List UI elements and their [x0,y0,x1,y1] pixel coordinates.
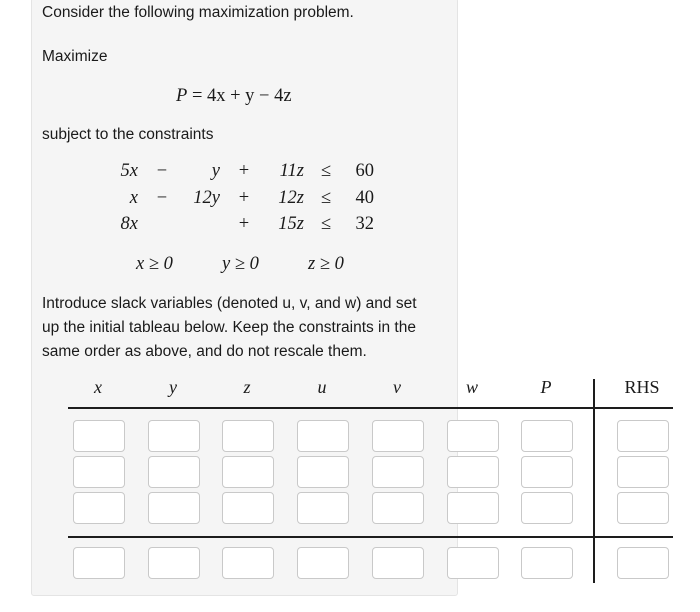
constraint-2-op1: − [156,188,168,208]
tableau-cell-row-3-u[interactable] [297,492,349,524]
constraint-2-term-y: 12y [193,188,220,208]
tableau-cell-row-2-u[interactable] [297,456,349,488]
tableau-objective-divider [68,536,673,538]
tableau-cell-objective-row-z[interactable] [222,547,274,579]
subject-to-label: subject to the constraints [42,126,214,143]
constraint-1-term-y: y [211,161,220,181]
tableau-cell-row-3-rhs[interactable] [617,492,669,524]
tableau-cell-row-1-y[interactable] [148,420,200,452]
tableau-header-divider [68,407,673,409]
constraint-2-rhs: 40 [355,188,374,208]
tableau-cell-row-2-w[interactable] [447,456,499,488]
tableau-rhs-divider [593,379,595,583]
constraint-3-relation: ≤ [320,214,332,234]
tableau-cell-objective-row-p[interactable] [521,547,573,579]
tableau-cell-row-3-z[interactable] [222,492,274,524]
tableau-header-z: z [243,377,251,397]
tableau-cell-row-2-rhs[interactable] [617,456,669,488]
tableau-cell-objective-row-w[interactable] [447,547,499,579]
tableau-header-rhs: RHS [624,377,660,397]
tableau-header-w: w [465,377,478,397]
nonneg-z: z ≥ 0 [308,254,344,274]
tableau-header-v: v [393,377,401,397]
tableau-cell-row-3-p[interactable] [521,492,573,524]
instructions-line-3: same order as above, and do not rescale them. [42,343,367,360]
instructions-line-2: up the initial tableau below. Keep the constraints in the [42,319,416,336]
objective-rhs: = 4x + y − 4z [191,86,292,106]
tableau-cell-row-1-v[interactable] [372,420,424,452]
constraint-3-rhs: 32 [355,214,374,234]
tableau-cell-row-2-y[interactable] [148,456,200,488]
objective-function [176,84,292,108]
tableau-cell-row-1-z[interactable] [222,420,274,452]
constraint-2-op2: + [238,188,250,208]
tableau-header-y: y [169,377,177,397]
constraint-1-rhs: 60 [355,161,374,181]
objective-lhs: P [176,86,188,106]
tableau-cell-row-2-z[interactable] [222,456,274,488]
constraint-2-term-z: 12z [278,188,304,208]
tableau-cell-row-3-v[interactable] [372,492,424,524]
tableau-cell-row-1-x[interactable] [73,420,125,452]
constraint-1-relation: ≤ [320,161,332,181]
constraint-3-op2: + [238,214,250,234]
tableau-cell-row-1-u[interactable] [297,420,349,452]
tableau-cell-objective-row-u[interactable] [297,547,349,579]
intro-text: Consider the following maximization problem. [42,4,354,21]
tableau-cell-row-3-x[interactable] [73,492,125,524]
constraint-1-term-x: 5x [120,161,138,181]
constraint-3-term-x: 8x [120,214,138,234]
tableau-cell-objective-row-rhs[interactable] [617,547,669,579]
instructions-line-1: Introduce slack variables (denoted u, v, and w) and set [42,295,417,312]
tableau-cell-row-2-p[interactable] [521,456,573,488]
tableau-cell-objective-row-x[interactable] [73,547,125,579]
tableau-cell-row-1-rhs[interactable] [617,420,669,452]
constraint-2-term-x: x [129,188,138,208]
tableau-cell-row-3-y[interactable] [148,492,200,524]
tableau-header-x: x [94,377,102,397]
tableau-cell-row-3-w[interactable] [447,492,499,524]
constraint-3-term-z: 15z [278,214,304,234]
constraint-1-op2: + [238,161,250,181]
nonneg-y: y ≥ 0 [222,254,259,274]
constraint-1-term-z: 11z [279,161,304,181]
tableau-cell-row-2-v[interactable] [372,456,424,488]
tableau-cell-objective-row-v[interactable] [372,547,424,579]
maximize-label: Maximize [42,48,108,65]
tableau-cell-row-2-x[interactable] [73,456,125,488]
constraint-2-relation: ≤ [320,188,332,208]
nonneg-x: x ≥ 0 [136,254,173,274]
tableau-header-u: u [317,377,327,397]
tableau-cell-row-1-p[interactable] [521,420,573,452]
tableau-cell-objective-row-y[interactable] [148,547,200,579]
tableau-header-p: P [540,377,552,397]
tableau-cell-row-1-w[interactable] [447,420,499,452]
constraint-1-op1: − [156,161,168,181]
